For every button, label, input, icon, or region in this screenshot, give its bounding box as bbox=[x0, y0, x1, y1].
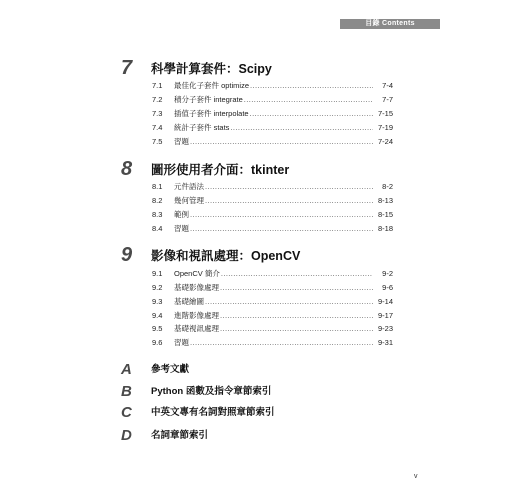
section-number: 9.2 bbox=[152, 283, 163, 292]
appendix-b[interactable] bbox=[0, 383, 520, 401]
chapter-number: 8 bbox=[121, 158, 133, 180]
section-number: 7.1 bbox=[152, 81, 163, 90]
section-page: 7-15 bbox=[377, 109, 393, 118]
section-title: 積分子套件 integrate ..... bbox=[174, 94, 373, 106]
section-title: 元件語法 ..... bbox=[174, 181, 373, 193]
toc-entry[interactable] bbox=[152, 282, 393, 294]
appendix-letter: D bbox=[121, 427, 132, 444]
section-title: 範例 ..... bbox=[174, 209, 373, 221]
appendix-title: 中英文專有名詞對照章節索引 bbox=[151, 407, 275, 418]
toc-entry[interactable] bbox=[152, 195, 393, 207]
section-title: 進階影像處理 ..... bbox=[174, 310, 373, 322]
page-number: v bbox=[414, 473, 418, 480]
toc-entry[interactable] bbox=[152, 296, 393, 308]
section-number: 9.4 bbox=[152, 311, 163, 320]
section-title: 習題 ..... bbox=[174, 136, 373, 148]
appendix-a[interactable] bbox=[0, 361, 520, 379]
section-number: 9.5 bbox=[152, 324, 163, 333]
section-title: OpenCV 簡介 ..... bbox=[174, 268, 373, 280]
section-title: 基礎繪圖 ..... bbox=[174, 296, 373, 308]
section-page: 9-6 bbox=[382, 283, 393, 292]
section-page: 8-15 bbox=[377, 210, 393, 219]
section-title: 最佳化子套件 optimize ..... bbox=[174, 80, 373, 92]
chapter-title: 影像和視訊處理：OpenCV bbox=[151, 249, 301, 263]
chapter-number: 9 bbox=[121, 244, 133, 266]
section-title: 習題 ..... bbox=[174, 337, 373, 349]
chapter-number: 7 bbox=[121, 57, 133, 79]
toc-entry[interactable] bbox=[152, 268, 393, 280]
section-page: 7-19 bbox=[377, 123, 393, 132]
section-number: 7.4 bbox=[152, 123, 163, 132]
section-number: 8.2 bbox=[152, 196, 163, 205]
appendix-letter: C bbox=[121, 404, 132, 421]
section-number: 9.3 bbox=[152, 297, 163, 306]
section-page: 7-24 bbox=[377, 137, 393, 146]
toc-entry[interactable] bbox=[152, 310, 393, 322]
chapter-title: 圖形使用者介面：tkinter bbox=[151, 163, 290, 177]
section-number: 8.4 bbox=[152, 224, 163, 233]
section-page: 7-7 bbox=[382, 95, 393, 104]
section-page: 8-18 bbox=[377, 224, 393, 233]
toc-entry[interactable] bbox=[152, 181, 393, 193]
appendix-d[interactable] bbox=[0, 427, 520, 445]
section-number: 9.6 bbox=[152, 338, 163, 347]
section-title: 幾何管理 ..... bbox=[174, 195, 373, 207]
section-number: 7.2 bbox=[152, 95, 163, 104]
section-page: 9-2 bbox=[382, 269, 393, 278]
section-page: 8-13 bbox=[377, 196, 393, 205]
toc-entry[interactable] bbox=[152, 337, 393, 349]
section-number: 8.1 bbox=[152, 182, 163, 191]
section-page: 7-4 bbox=[382, 81, 393, 90]
toc-entry[interactable] bbox=[152, 94, 393, 106]
toc-entry[interactable] bbox=[152, 136, 393, 148]
section-number: 7.3 bbox=[152, 109, 163, 118]
appendix-letter: B bbox=[121, 383, 132, 400]
appendix-letter: A bbox=[121, 361, 132, 378]
chapter-title: 科學計算套件：Scipy bbox=[151, 62, 272, 76]
appendix-title: 名詞章節索引 bbox=[151, 430, 209, 441]
section-title: 基礎視訊處理 ..... bbox=[174, 323, 373, 335]
section-number: 9.1 bbox=[152, 269, 163, 278]
section-title: 插值子套件 interpolate ..... bbox=[174, 108, 373, 120]
section-page: 9-14 bbox=[377, 297, 393, 306]
toc-entry[interactable] bbox=[152, 209, 393, 221]
section-page: 9-23 bbox=[377, 324, 393, 333]
toc-entry[interactable] bbox=[152, 80, 393, 92]
section-number: 8.3 bbox=[152, 210, 163, 219]
section-title: 習題 ..... bbox=[174, 223, 373, 235]
toc-entry[interactable] bbox=[152, 223, 393, 235]
section-page: 8-2 bbox=[382, 182, 393, 191]
section-page: 9-31 bbox=[377, 338, 393, 347]
section-number: 7.5 bbox=[152, 137, 163, 146]
appendix-title: Python 函數及指令章節索引 bbox=[151, 386, 272, 397]
section-title: 統計子套件 stats ..... bbox=[174, 122, 373, 134]
toc-entry[interactable] bbox=[152, 108, 393, 120]
section-title: 基礎影像處理 ..... bbox=[174, 282, 373, 294]
appendix-title: 參考文獻 bbox=[151, 364, 190, 375]
section-page: 9-17 bbox=[377, 311, 393, 320]
toc-entry[interactable] bbox=[152, 323, 393, 335]
toc-entry[interactable] bbox=[152, 122, 393, 134]
appendix-c[interactable] bbox=[0, 404, 520, 422]
header-contents-tab: 目錄 Contents bbox=[340, 19, 440, 29]
